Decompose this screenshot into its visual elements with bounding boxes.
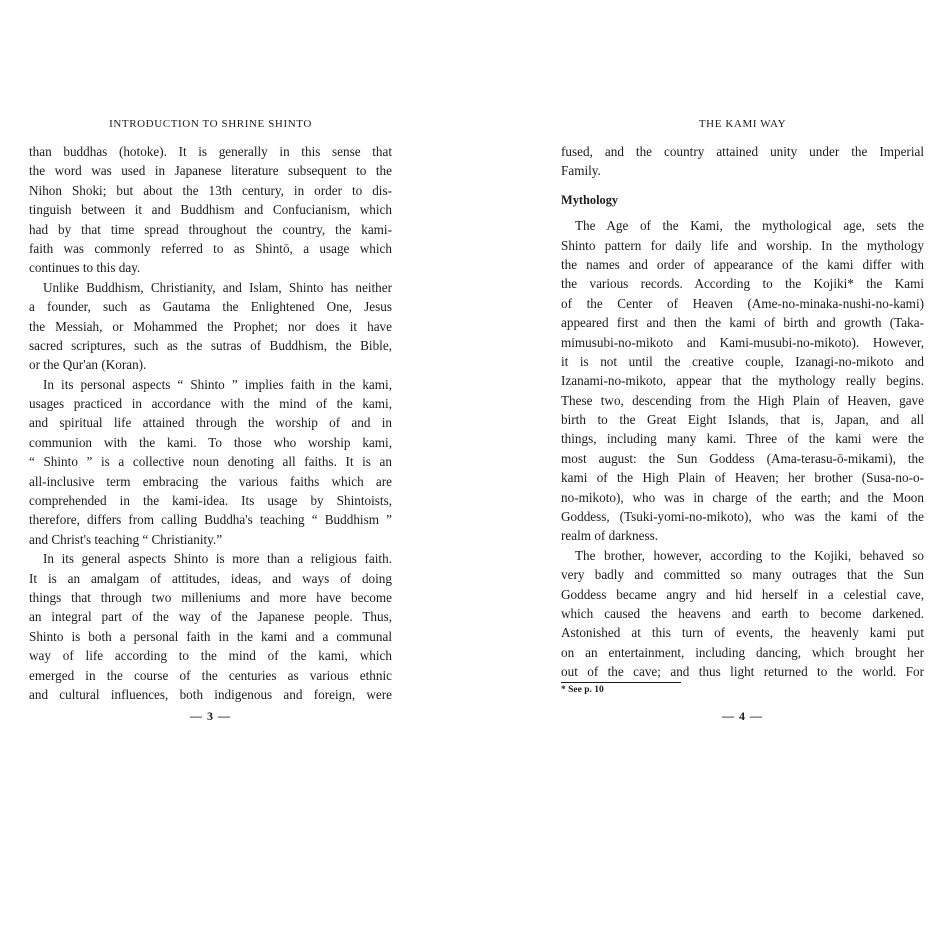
text-line: things, including many kami. Three of the kami were the xyxy=(561,431,924,447)
text-line: continues to this day. xyxy=(29,260,141,276)
text-line: out of the cave; and thus light returned to the world. For xyxy=(561,664,924,680)
text-line: emerged in the course of the centuries as various ethnic xyxy=(29,667,392,683)
text-line: fused, and the country attained unity under the Imperial xyxy=(561,144,924,159)
text-line: the various records. According to the Kojiki* the Kami xyxy=(561,276,924,292)
text-line: and cultural influences, both indigenous and foreign, were xyxy=(29,686,392,702)
text-line: realm of darkness. xyxy=(561,528,659,544)
text-line: Goddess, (Tsuki-yomi-no-mikoto), who was the kami of the xyxy=(561,509,924,525)
text-line: In its general aspects Shinto is more than a religious faith. xyxy=(43,551,392,567)
text-line: or the Qur'an (Koran). xyxy=(29,357,147,373)
text-line: which caused the heavens and earth to become darkened. xyxy=(561,605,924,621)
right-page xyxy=(561,0,924,929)
text-line: a founder, such as Gautama the Enlightened One, Jesus xyxy=(29,299,392,315)
left-page xyxy=(29,0,392,929)
text-line: things that through two milleniums and more have become xyxy=(29,589,392,605)
text-line: all-inclusive term embracing the various faiths which are xyxy=(29,473,392,489)
text-line: Shinto pattern for daily life and worship. In the mythology xyxy=(561,237,924,253)
text-line: an integral part of the way of the Japanese people. Thus, xyxy=(29,609,392,625)
text-line: These two, descending from the High Plain of Heaven, gave xyxy=(561,392,924,408)
page-number-right: — 4 — xyxy=(722,709,763,723)
text-line: kami of the High Plain of Heaven; her brother (Susa-no-o- xyxy=(561,470,924,486)
text-line: very badly and committed so many outrages that the Sun xyxy=(561,567,924,583)
text-line: and spiritual life attained through the worship of and in xyxy=(29,415,392,431)
text-line: most august: the Sun Goddess (Ama-terasu-ō-mikami), the xyxy=(561,450,924,466)
text-line: of the Center of Heaven (Ame-no-minaka-nushi-no-kami) xyxy=(561,295,924,311)
text-line: Family. xyxy=(561,163,601,179)
page-number-left: — 3 — xyxy=(190,709,231,723)
text-line: mimusubi-no-mikoto and Kami-musubi-no-mikoto). However, xyxy=(561,334,924,350)
text-line: had by that time spread throughout the country, the kami- xyxy=(29,221,392,237)
text-line: communion with the kami. To those who worship kami, xyxy=(29,434,392,450)
text-line: on an entertainment, including dancing, which brought her xyxy=(561,644,924,660)
text-line: It is an amalgam of attitudes, ideas, and ways of doing xyxy=(29,570,392,586)
text-line: comprehended in the kami-idea. Its usage by Shintoists, xyxy=(29,493,392,509)
running-head-right: THE KAMI WAY xyxy=(698,118,787,130)
text-line: therefore, differs from calling Buddha's teaching “ Buddhism ” xyxy=(29,512,392,528)
text-line: The Age of the Kami, the mythological age, sets the xyxy=(575,218,924,234)
text-line: than buddhas (hotoke). It is generally in this sense that xyxy=(29,144,392,159)
text-line: it is not until the creative couple, Izanagi-no-mikoto and xyxy=(561,353,924,369)
text-line: appeared first and then the kami of birth and growth (Taka- xyxy=(561,315,924,331)
footnote-rule xyxy=(561,682,681,683)
text-line: Nihon Shoki; but about the 13th century, in order to dis- xyxy=(29,182,392,198)
text-line: Shinto is both a personal faith in the kami and a communal xyxy=(29,628,392,644)
footnote: * See p. 10 xyxy=(561,685,604,695)
text-line: birth to the Great Eight Islands, that is, Japan, and all xyxy=(561,412,924,428)
text-line: the names and order of appearance of the kami differ with xyxy=(561,256,924,272)
text-line: “ Shinto ” is a collective noun denoting all faiths. It is an xyxy=(29,454,392,470)
text-line: Astonished at this turn of events, the heavenly kami put xyxy=(561,625,924,641)
text-line: The brother, however, according to the Kojiki, behaved so xyxy=(575,547,924,563)
text-line: Unlike Buddhism, Christianity, and Islam, Shinto has neither xyxy=(43,279,392,295)
left-page-body xyxy=(29,142,392,704)
text-line: the word was used in Japanese literature subsequent to the xyxy=(29,163,392,179)
text-line: faith was commonly referred to as Shintō, a usage which xyxy=(29,240,392,256)
text-line: no-mikoto), who was in charge of the earth; and the Moon xyxy=(561,489,924,505)
text-line: sacred scriptures, such as the sutras of Buddhism, the Bible, xyxy=(29,337,392,353)
text-line: In its personal aspects “ Shinto ” implies faith in the kami, xyxy=(43,376,392,392)
text-line: usages practiced in accordance with the mind of the kami, xyxy=(29,396,392,412)
text-line: Izanami-no-mikoto, appear that the mythology really begins. xyxy=(561,373,924,389)
text-line: Goddess became angry and hid herself in a celestial cave, xyxy=(561,586,924,602)
right-page-body xyxy=(561,142,924,682)
text-line: the Messiah, or Mohammed the Prophet; nor does it have xyxy=(29,318,392,334)
section-heading: Mythology xyxy=(561,192,619,207)
text-line: tinguish between it and Buddhism and Confucianism, which xyxy=(29,202,392,218)
text-line: and Christ's teaching “ Christianity.” xyxy=(29,531,223,547)
text-line: way of life according to the mind of the kami, which xyxy=(29,648,392,664)
running-head-left: INTRODUCTION TO SHRINE SHINTO xyxy=(109,118,312,130)
